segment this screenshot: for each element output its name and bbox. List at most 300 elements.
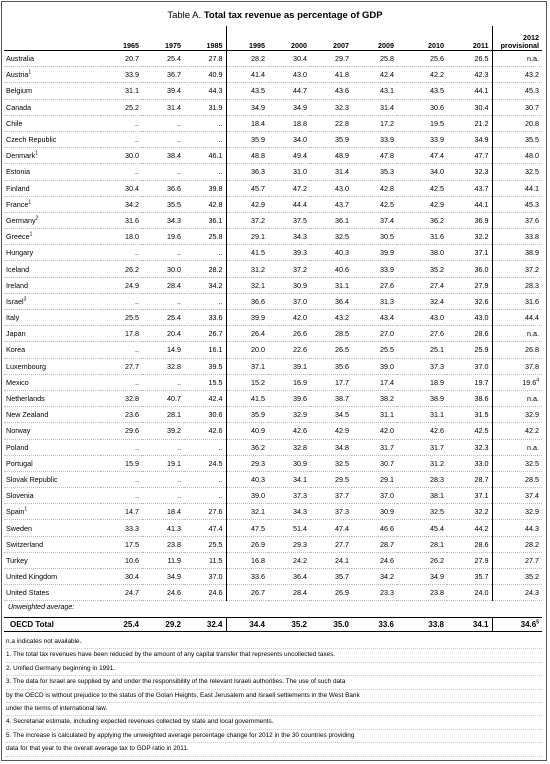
value-text: 44.3 [525,523,539,533]
country-label: Austria [6,70,29,80]
country-label: Korea [6,345,26,355]
value-text: 26.9 [251,539,265,549]
cell-value [100,407,142,423]
value-text: .. [218,296,223,306]
cell-value [397,374,447,390]
cell-value [226,520,268,536]
cell-value [184,196,226,212]
value-text: 34.3 [293,232,307,242]
value-text: 43.2 [525,70,539,80]
cell-value [352,536,397,552]
cell-value [310,310,352,326]
cell-value [226,196,268,212]
cell-value [397,164,447,180]
value-text: 41.8 [335,70,349,80]
value-text: 30.4 [125,572,139,582]
cell-value [268,471,310,487]
country-label: Germany [6,215,36,225]
average-label: Unweighted average: [8,604,75,611]
value-text: 15.2 [251,377,265,387]
country-name [4,212,100,228]
cell-value [447,245,492,261]
value-text: 37.7 [335,491,349,501]
value-text: 35.5 [525,135,539,145]
cell-value [268,180,310,196]
value-text: 35.5 [167,199,181,209]
cell-value [268,585,310,601]
cell-value [310,536,352,552]
footnote-marker: 4 [536,377,539,384]
country-name [4,488,100,504]
cell-value [310,358,352,374]
value-text: 38.9 [525,248,539,258]
cell-value [226,148,268,164]
cell-value [184,585,226,601]
cell-value [100,245,142,261]
value-text: 36.7 [167,70,181,80]
table-row [4,342,542,358]
cell-value [100,261,142,277]
value-text: 28.7 [380,539,394,549]
cell-value [268,212,310,228]
table-row [4,148,542,164]
cell-value [492,585,542,601]
value-text: 26.2 [125,264,139,274]
cell-value [184,504,226,520]
cell-value [352,520,397,536]
value-text: 37.2 [525,264,539,274]
table-row [4,407,542,423]
cell-value [447,569,492,585]
country-name [4,504,100,520]
cell-value [226,261,268,277]
value-text: 28.1 [167,410,181,420]
value-text: .. [135,345,139,355]
cell-value [184,326,226,342]
value-text: 29.3 [293,539,307,549]
value-text: 29.1 [251,232,265,242]
cell-value [310,407,352,423]
cell-value [142,51,184,67]
cell-value [352,261,397,277]
oecd-value: 34.6 [520,620,537,629]
cell-value [447,180,492,196]
cell-value [100,504,142,520]
value-text: 42.6 [293,426,307,436]
value-text: n.a. [527,329,539,339]
table-row [4,358,542,374]
cell-value [184,407,226,423]
value-text: 25.4 [167,54,181,64]
cell-value [226,488,268,504]
value-text: 46.6 [380,523,394,533]
country-label: Iceland [6,264,30,274]
value-text: 33.9 [430,135,444,145]
cell-value [352,455,397,471]
oecd-value: 32.4 [184,618,226,632]
cell-value [310,261,352,277]
cell-value [352,390,397,406]
cell-value [492,455,542,471]
value-text: 24.5 [208,458,223,468]
value-text: 27.4 [430,280,444,290]
value-text: 34.3 [293,507,307,517]
value-text: 47.7 [474,151,489,161]
value-text: 34.1 [293,474,307,484]
cell-value [142,229,184,245]
country-name [4,164,100,180]
table-row [4,277,542,293]
value-text: 26.5 [335,345,349,355]
value-text: 10.6 [125,555,139,565]
cell-value [226,455,268,471]
cell-value [268,261,310,277]
cell-value [184,277,226,293]
value-text: 30.0 [167,264,181,274]
cell-value [268,407,310,423]
oecd-value: 35.0 [310,618,352,632]
cell-value [268,277,310,293]
value-text: 34.2 [125,199,139,209]
value-text: 34.3 [167,215,181,225]
cell-value [397,148,447,164]
cell-value [100,569,142,585]
cell-value [492,520,542,536]
value-text: 22.8 [335,118,349,128]
cell-value [142,212,184,228]
value-text: 39.1 [293,361,307,371]
value-text: 32.3 [474,167,489,177]
cell-value [268,196,310,212]
cell-value [352,407,397,423]
cell-value [447,67,492,83]
oecd-total-table [4,617,542,632]
country-name [4,310,100,326]
cell-value [492,180,542,196]
value-text: 24.2 [293,555,307,565]
cell-value [226,83,268,99]
value-text: .. [218,135,223,145]
value-text: 34.0 [430,167,444,177]
cell-value [184,99,226,115]
cell-value [142,342,184,358]
value-text: 37.0 [380,491,394,501]
value-text: 42.5 [430,183,444,193]
cell-value [397,115,447,131]
cell-value [352,439,397,455]
value-text: 35.7 [474,572,489,582]
cell-value [397,51,447,67]
value-text: 31.7 [380,442,394,452]
value-text: .. [177,167,181,177]
value-text: 25.5 [208,539,223,549]
value-text: 24.1 [335,555,349,565]
cell-value [268,131,310,147]
cell-value [226,326,268,342]
country-name [4,374,100,390]
cell-value [492,358,542,374]
cell-value [268,310,310,326]
value-text: 31.6 [525,296,539,306]
table-row [4,293,542,309]
value-text: 44.2 [474,523,489,533]
cell-value [226,131,268,147]
value-text: 25.9 [474,345,489,355]
value-text: 38.2 [380,394,394,404]
country-label: United Kingdom [6,572,58,582]
value-text: 44.4 [525,313,539,323]
value-text: 37.6 [525,215,539,225]
country-label: Italy [6,313,20,323]
value-text: 44.4 [293,199,307,209]
oecd-value: 33.6 [352,618,397,632]
table-row [4,455,542,471]
country-label: New Zealand [6,410,49,420]
cell-value [142,504,184,520]
value-text: .. [177,377,181,387]
cell-value [352,277,397,293]
cell-value [142,471,184,487]
value-text: 20.8 [525,118,539,128]
country-name [4,552,100,568]
value-text: 43.7 [335,199,349,209]
country-label: Norway [6,426,31,436]
value-text: 37.0 [293,296,307,306]
oecd-value: 29.2 [142,618,184,632]
value-text: 34.5 [335,410,349,420]
cell-value [142,552,184,568]
year-header: 1975 [142,26,184,51]
cell-value [100,115,142,131]
cell-value [397,520,447,536]
cell-value [447,358,492,374]
value-text: 41.4 [251,70,265,80]
cell-value [352,569,397,585]
cell-value [310,552,352,568]
country-label: Mexico [6,377,29,387]
country-name [4,342,100,358]
value-text: 39.9 [380,248,394,258]
cell-value [100,374,142,390]
cell-value [397,569,447,585]
value-text: 32.5 [525,458,539,468]
value-text: n.a. [527,394,539,404]
value-text: 34.9 [474,135,489,145]
value-text: 31.0 [293,167,307,177]
value-text: 32.1 [251,280,265,290]
oecd-value: 25.4 [100,618,142,632]
country-name [4,536,100,552]
country-name [4,245,100,261]
cell-value [100,277,142,293]
cell-value [142,455,184,471]
value-text: 35.7 [335,572,349,582]
value-text: 39.8 [208,183,223,193]
value-text: 36.2 [430,215,444,225]
country-name [4,390,100,406]
value-text: 42.9 [430,199,444,209]
cell-value [310,488,352,504]
value-text: 19.6 [522,377,537,387]
cell-value [492,245,542,261]
cell-value [492,67,542,83]
cell-value [268,67,310,83]
value-text: 35.3 [380,167,394,177]
value-text: 32.9 [293,410,307,420]
value-text: 31.4 [380,102,394,112]
cell-value [100,536,142,552]
cell-value [268,423,310,439]
value-text: 26.8 [525,345,539,355]
cell-value [226,245,268,261]
cell-value [447,196,492,212]
value-text: 33.9 [380,264,394,274]
cell-value [100,164,142,180]
cell-value [352,488,397,504]
value-text: 37.3 [430,361,444,371]
cell-value [226,180,268,196]
value-text: 33.0 [474,458,489,468]
cell-value [268,390,310,406]
value-text: 44.7 [293,86,307,96]
value-text: 28.5 [335,329,349,339]
cell-value [142,326,184,342]
cell-value [492,261,542,277]
value-text: 42.2 [525,426,539,436]
value-text: 35.9 [335,135,349,145]
cell-value [100,148,142,164]
cell-value [184,51,226,67]
cell-value [184,374,226,390]
country-name [4,180,100,196]
value-text: 27.8 [208,54,223,64]
cell-value [352,293,397,309]
table-row [4,99,542,115]
cell-value [268,293,310,309]
value-text: 25.1 [430,345,444,355]
cell-value [492,115,542,131]
value-text: 30.5 [380,232,394,242]
country-label: Canada [6,102,32,112]
value-text: 20.0 [251,345,265,355]
value-text: 31.1 [125,86,139,96]
value-text: 38.0 [430,248,444,258]
value-text: 17.7 [335,377,349,387]
cell-value [142,569,184,585]
value-text: 27.7 [125,361,139,371]
value-text: 36.1 [208,215,223,225]
value-text: 32.9 [525,410,539,420]
value-text: 34.9 [167,572,181,582]
cell-value [268,245,310,261]
country-label: Chile [6,118,23,128]
cell-value [142,536,184,552]
value-text: 38.7 [335,394,349,404]
cell-value [100,196,142,212]
value-text: 28.6 [474,539,489,549]
cell-value [447,293,492,309]
value-text: 39.6 [293,394,307,404]
value-text: .. [135,135,139,145]
provisional-label: provisional [500,41,539,50]
value-text: 36.9 [474,215,489,225]
value-text: 42.6 [430,426,444,436]
value-text: 25.6 [430,54,444,64]
value-text: 30.0 [125,151,139,161]
value-text: 41.3 [167,523,181,533]
table-row [4,310,542,326]
table-title [0,10,550,21]
value-text: 30.6 [430,102,444,112]
table-row [4,164,542,180]
cell-value [184,229,226,245]
cell-value [142,261,184,277]
value-text: .. [177,442,181,452]
country-label: Japan [6,329,26,339]
value-text: 28.2 [251,54,265,64]
country-label: Finland [6,183,30,193]
value-text: 42.0 [380,426,394,436]
cell-value [184,488,226,504]
table-row [4,504,542,520]
value-text: 21.2 [474,118,489,128]
value-text: 36.4 [293,572,307,582]
value-text: 31.1 [430,410,444,420]
table-row [4,374,542,390]
value-text: 34.2 [380,572,394,582]
value-text: 29.1 [380,474,394,484]
cell-value [447,374,492,390]
year-header: 1995 [226,26,268,51]
footnote-line: n.a indicates not available. [6,636,542,649]
value-text: 43.2 [335,313,349,323]
value-text: 33.9 [125,70,139,80]
country-name [4,439,100,455]
value-text: .. [177,248,181,258]
year-header: 1985 [184,26,226,51]
value-text: 33.6 [251,572,265,582]
value-text: .. [177,118,181,128]
cell-value [310,115,352,131]
value-text: .. [218,491,223,501]
cell-value [492,423,542,439]
value-text: 36.6 [251,296,265,306]
value-text: 36.2 [251,442,265,452]
value-text: 35.9 [251,410,265,420]
value-text: 28.2 [208,264,223,274]
cell-value [268,536,310,552]
cell-value [492,439,542,455]
cell-value [310,569,352,585]
value-text: 23.8 [430,588,444,598]
country-name [4,196,100,212]
cell-value [184,67,226,83]
cell-value [397,504,447,520]
country-name [4,131,100,147]
cell-value [352,471,397,487]
footnote-marker: 1 [28,199,32,206]
cell-value [100,310,142,326]
cell-value [100,342,142,358]
cell-value [310,423,352,439]
value-text: 38.4 [167,151,181,161]
value-text: .. [135,474,139,484]
value-text: 29.3 [251,458,265,468]
value-text: 37.1 [474,491,489,501]
cell-value [100,131,142,147]
cell-value [142,164,184,180]
value-text: 43.7 [474,183,489,193]
